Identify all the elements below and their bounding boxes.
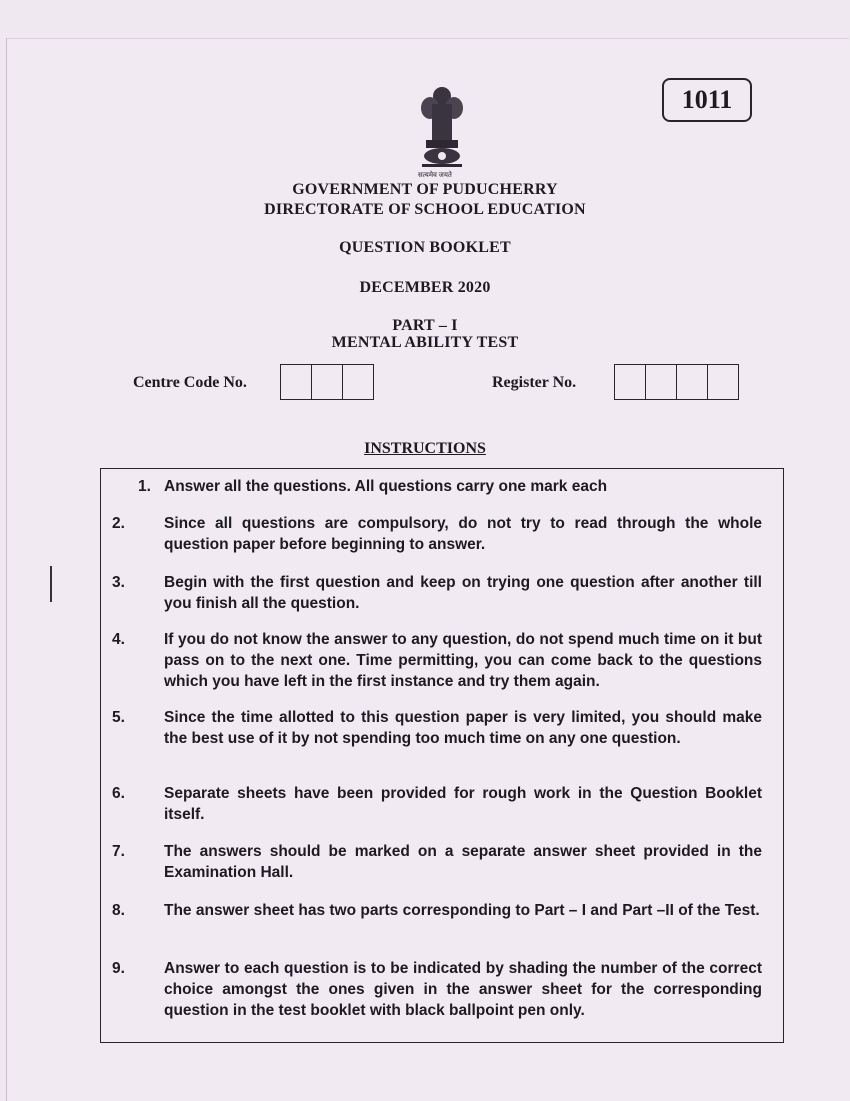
exam-date: DECEMBER 2020	[359, 279, 491, 296]
instruction-item	[112, 900, 762, 921]
booklet-title: QUESTION BOOKLET	[339, 239, 511, 256]
item-text: Begin with the first question and keep on trying one question after another till you finish all the question.	[164, 574, 762, 612]
centre-code-boxes[interactable]	[280, 364, 374, 400]
item-number: 8.	[112, 902, 125, 919]
item-text: The answer sheet has two parts corresponding to Part – I and Part –II of the Test.	[164, 902, 760, 919]
instruction-item	[138, 476, 762, 497]
register-number-boxes[interactable]	[614, 364, 739, 400]
item-number: 1.	[138, 478, 151, 495]
item-text: Since the time allotted to this question paper is very limited, you should make the best use of it by not spending too much time on any one question.	[164, 709, 762, 747]
item-number: 7.	[112, 843, 125, 860]
item-text: Since all questions are compulsory, do not try to read through the whole question paper before beginning to answer.	[164, 515, 762, 553]
register-label: Register No.	[492, 374, 577, 391]
item-text: If you do not know the answer to any question, do not spend much time on it but pass on to the next one. Time permitting, you can come back to the questions which you have left in the first instance and try them again.	[164, 631, 762, 690]
item-number: 3.	[112, 574, 125, 591]
item-number: 4.	[112, 631, 125, 648]
item-number: 2.	[112, 515, 125, 532]
item-number: 5.	[112, 709, 125, 726]
instruction-item	[112, 572, 762, 614]
item-number: 9.	[112, 960, 125, 977]
emblem-motto: सत्यमेव जयते	[418, 171, 452, 179]
instruction-item	[112, 783, 762, 825]
directorate-title: DIRECTORATE OF SCHOOL EDUCATION	[264, 201, 586, 218]
item-text: Separate sheets have been provided for rough work in the Question Booklet itself.	[164, 785, 762, 823]
national-emblem-icon	[412, 82, 472, 182]
item-text: Answer to each question is to be indicated by shading the number of the correct choice amongst the ones given in the answer sheet for the corresponding question in the test booklet with black ballpoint pen only.	[164, 960, 762, 1019]
booklet-code: 1011	[662, 78, 752, 122]
part-label: PART – I	[392, 317, 458, 334]
margin-mark	[50, 566, 52, 602]
instruction-item	[112, 513, 762, 555]
instruction-item	[112, 958, 762, 1021]
govt-title: GOVERNMENT OF PUDUCHERRY	[292, 181, 558, 198]
test-title: MENTAL ABILITY TEST	[331, 334, 519, 351]
item-text: The answers should be marked on a separate answer sheet provided in the Examination Hall.	[164, 843, 762, 881]
instruction-item	[112, 629, 762, 692]
instruction-item	[112, 707, 762, 749]
centre-code-label: Centre Code No.	[133, 374, 247, 391]
item-text: Answer all the questions. All questions carry one mark each	[164, 478, 608, 495]
item-number: 6.	[112, 785, 125, 802]
instructions-title: INSTRUCTIONS	[364, 440, 486, 457]
instruction-item	[112, 841, 762, 883]
